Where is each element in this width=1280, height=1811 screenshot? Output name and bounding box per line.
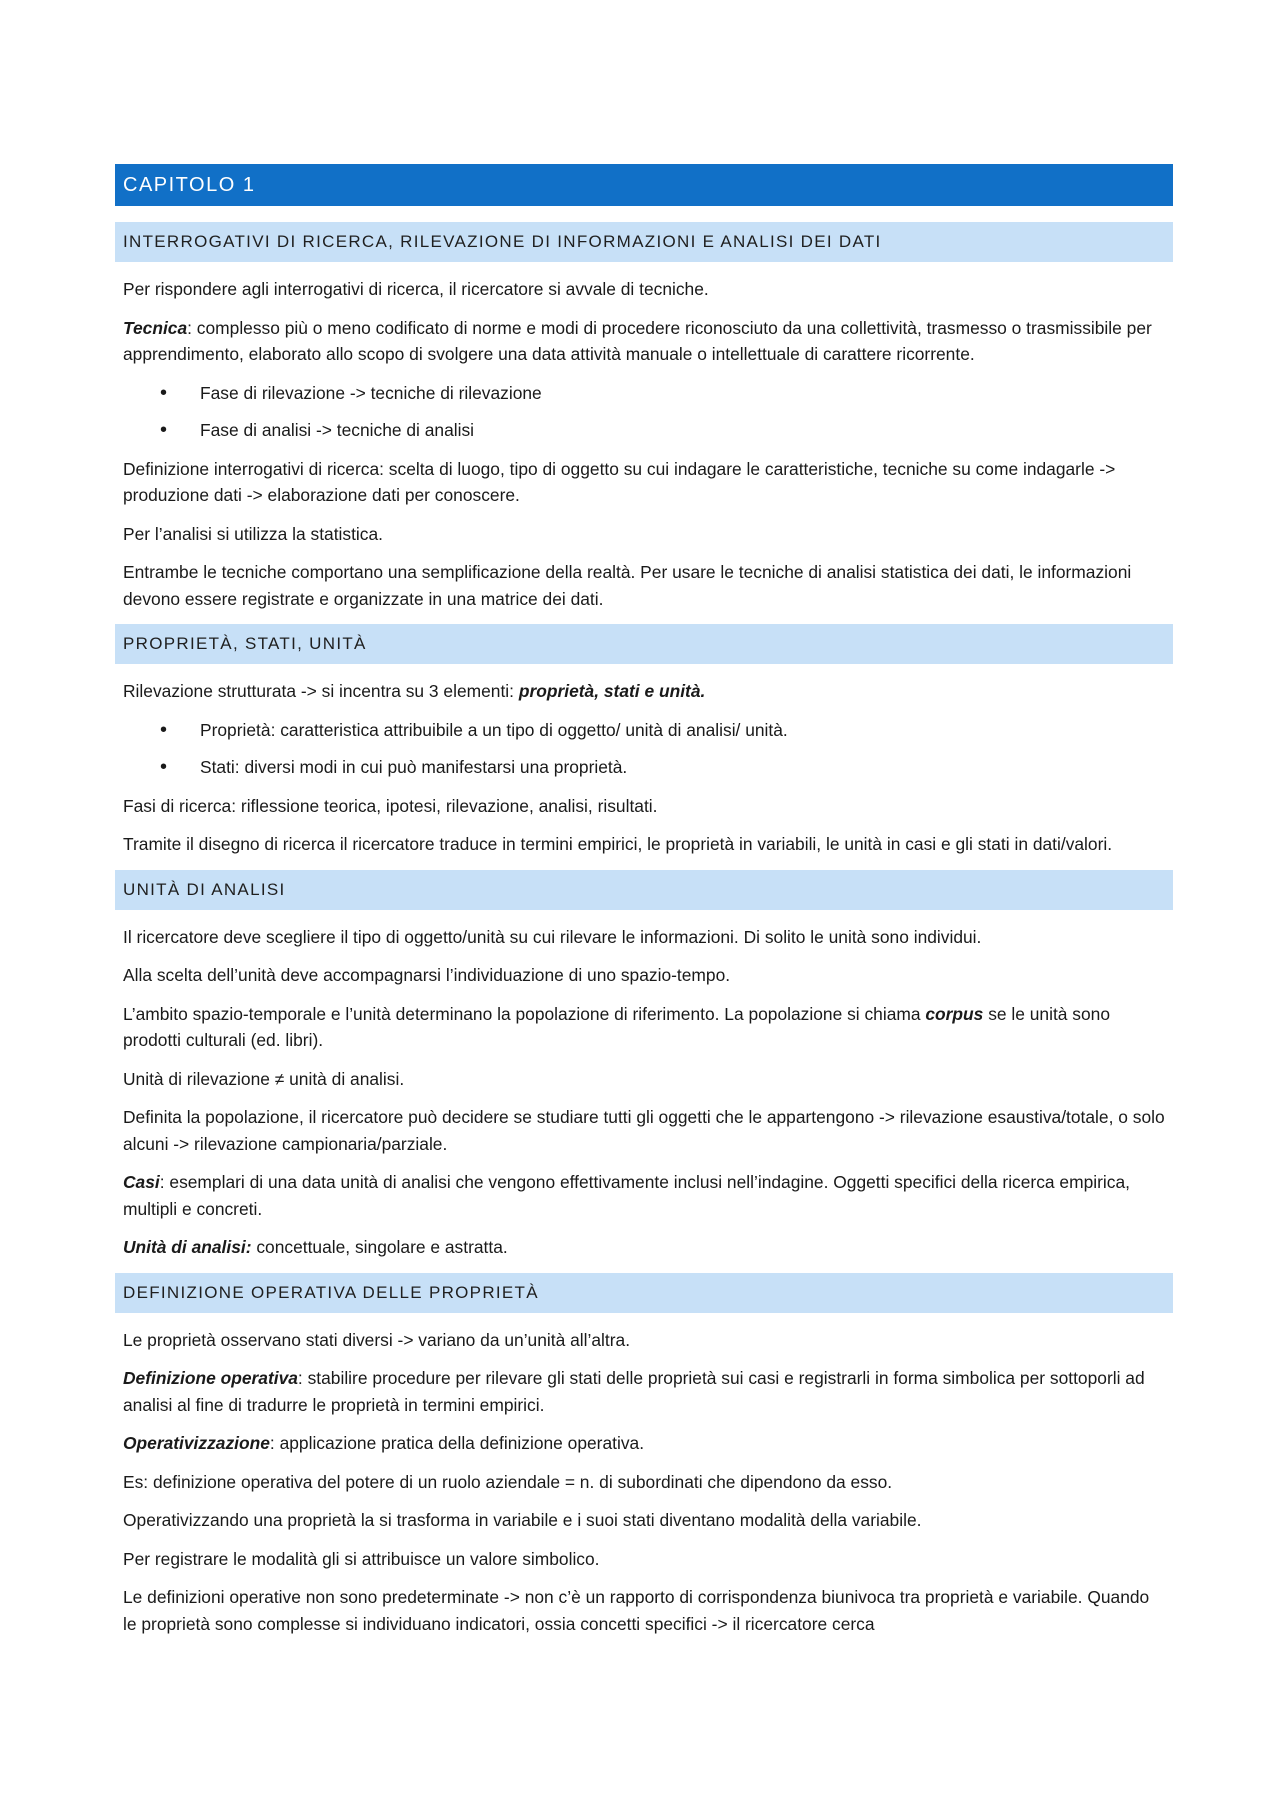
paragraph: Alla scelta dell’unità deve accompagnarsi l’individuazione di uno spazio-tempo. — [123, 965, 731, 985]
term: proprietà, stati e unità. — [518, 681, 706, 701]
paragraph-definition-tecnica: Tecnica: complesso più o meno codificato di norme e modi di procedere riconosciuto da una collettività, trasmesso o trasmissibile per apprendimento, elaborato allo scopo di svolgere una data attività manuale o intellettuale di carattere ricorrente. — [123, 317, 1152, 364]
paragraph: Unità di rilevazione ≠ unità di analisi. — [123, 1068, 405, 1089]
paragraph: Definita la popolazione, il ricercatore può decidere se studiare tutti gli oggetti che le appartengono -> rilevazione esaustiva/totale, o solo alcuni -> rilevazione campionaria/parziale. — [123, 1107, 1165, 1154]
paragraph: Definizione interrogativi di ricerca: scelta di luogo, tipo di oggetto su cui indagare le caratteristiche, tecniche su come indagarle -> produzione dati -> elaborazione dati per conoscere. — [123, 458, 1116, 505]
paragraph: Operativizzando una proprietà la si trasforma in variabile e i suoi stati diventano modalità della variabile. — [123, 1510, 922, 1530]
term: corpus — [925, 1003, 984, 1024]
paragraph: Il ricercatore deve scegliere il tipo di oggetto/unità su cui rilevare le informazioni. Di solito le unità sono individui. — [123, 926, 982, 947]
term: Unità di analisi: — [123, 1237, 252, 1257]
term: Casi — [123, 1172, 160, 1192]
section-heading-interrogativi: INTERROGATIVI DI RICERCA, RILEVAZIONE DI INFORMAZIONI E ANALISI DEI DATI — [115, 222, 1173, 262]
term: Definizione operativa — [123, 1368, 298, 1388]
section-heading-proprieta-stati-unita: PROPRIETÀ, STATI, UNITÀ — [115, 624, 1173, 664]
paragraph: Fasi di ricerca: riflessione teorica, ipotesi, rilevazione, analisi, risultati. — [123, 795, 658, 816]
paragraph-definition-operativizzazione: Operativizzazione: applicazione pratica della definizione operativa. — [123, 1433, 645, 1453]
term: Tecnica — [123, 317, 188, 338]
paragraph: Per rispondere agli interrogativi di ricerca, il ricercatore si avvale di tecniche. — [123, 279, 709, 299]
paragraph-definition-unita: Unità di analisi: concettuale, singolare e astratta. — [123, 1237, 508, 1257]
paragraph: Tramite il disegno di ricerca il ricercatore traduce in termini empirici, le proprietà in variabili, le unità in casi e gli stati in dati/valori. — [123, 834, 1113, 854]
list-item: • Proprietà: caratteristica attribuibile a un tipo di oggetto/ unità di analisi/ unità. — [115, 717, 1173, 744]
section-heading-definizione-operativa: DEFINIZIONE OPERATIVA DELLE PROPRIETÀ — [115, 1273, 1173, 1313]
list-item: • Fase di rilevazione -> tecniche di rilevazione — [115, 380, 1173, 407]
paragraph: Entrambe le tecniche comportano una semplificazione della realtà. Per usare le tecniche di analisi statistica dei dati, le informazioni devono essere registrate e organizzate in una matrice dei dati. — [123, 562, 1132, 609]
paragraph: Per l’analisi si utilizza la statistica. — [123, 523, 383, 544]
bullet-list — [115, 717, 1173, 781]
paragraph: L’ambito spazio-temporale e l’unità determinano la popolazione di riferimento. La popolazione si chiama corpus se le unità sono prodotti culturali (ed. libri). — [123, 1003, 1111, 1050]
paragraph: Le definizioni operative non sono predeterminate -> non c’è un rapporto di corrispondenza biunivoca tra proprietà e variabile. Quando le proprietà sono complesse si individuano indicatori, ossia concetti specifici -> il ricercatore cerca — [123, 1587, 1150, 1634]
paragraph: Per registrare le modalità gli si attribuisce un valore simbolico. — [123, 1548, 600, 1569]
paragraph-definition-casi: Casi: esemplari di una data unità di analisi che vengono effettivamente inclusi nell’indagine. Oggetti specifici della ricerca empirica, multipli e concreti. — [123, 1172, 1130, 1219]
chapter-heading: CAPITOLO 1 — [115, 164, 1173, 206]
paragraph: Es: definizione operativa del potere di un ruolo aziendale = n. di subordinati che dipendono da esso. — [123, 1471, 893, 1492]
list-item: • Stati: diversi modi in cui può manifestarsi una proprietà. — [115, 754, 1173, 781]
term: Operativizzazione — [123, 1433, 270, 1453]
bullet-list — [115, 380, 1173, 444]
paragraph: Le proprietà osservano stati diversi -> variano da un’unità all’altra. — [123, 1329, 631, 1350]
section-heading-unita-di-analisi: UNITÀ DI ANALISI — [115, 870, 1173, 910]
paragraph-definition-operativa: Definizione operativa: stabilire procedure per rilevare gli stati delle proprietà sui casi e registrarli in forma simbolica per sottoporli ad analisi al fine di tradurre le proprietà in termini empirici. — [123, 1368, 1145, 1415]
list-item: • Fase di analisi -> tecniche di analisi — [115, 417, 1173, 444]
document-page — [115, 164, 1173, 1649]
paragraph: Rilevazione strutturata -> si incentra su 3 elementi: proprietà, stati e unità. — [123, 681, 706, 701]
